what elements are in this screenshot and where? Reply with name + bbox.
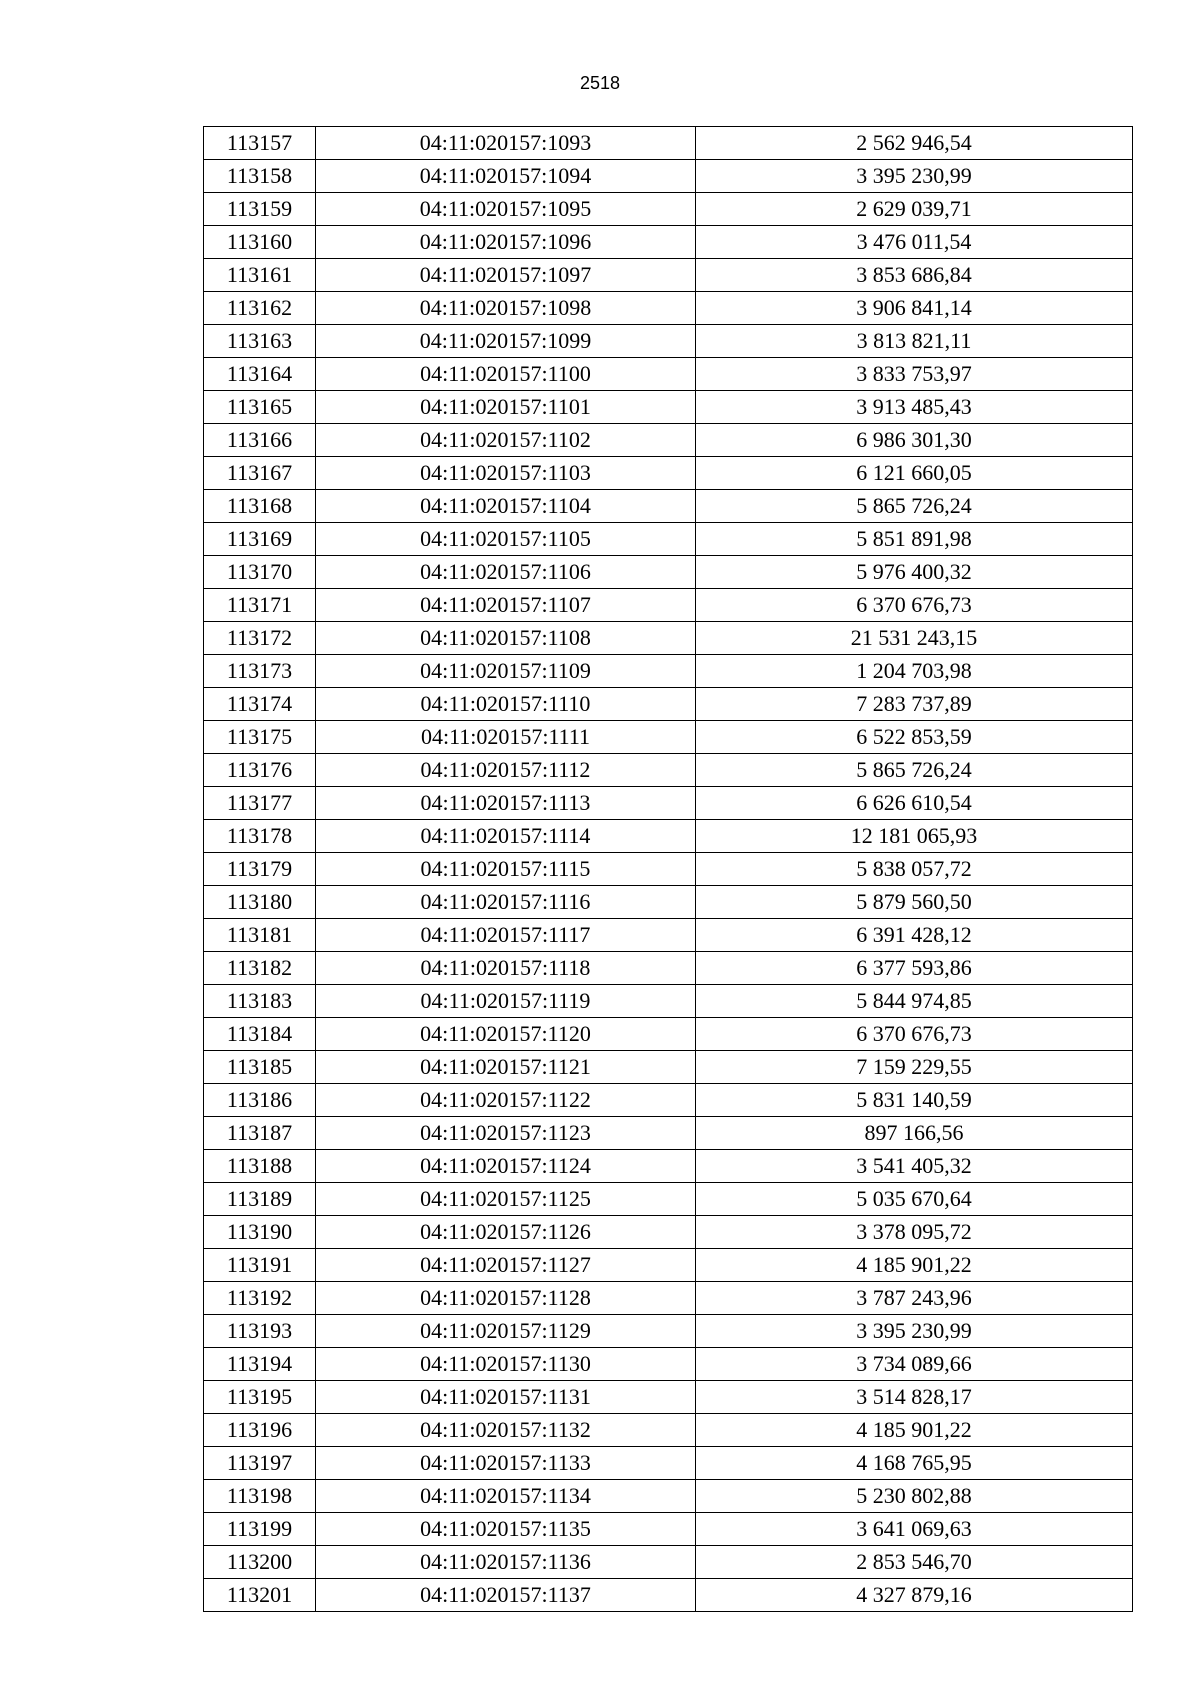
row-number-cell: 113189	[204, 1183, 316, 1216]
row-number-cell: 113186	[204, 1084, 316, 1117]
row-number-cell: 113182	[204, 952, 316, 985]
cadastral-number-cell: 04:11:020157:1134	[316, 1480, 696, 1513]
cadastral-number-cell: 04:11:020157:1103	[316, 457, 696, 490]
table-row	[204, 1216, 1133, 1249]
cadastral-number-cell: 04:11:020157:1113	[316, 787, 696, 820]
row-number-cell: 113180	[204, 886, 316, 919]
row-number-cell: 113187	[204, 1117, 316, 1150]
table-row	[204, 193, 1133, 226]
table-row	[204, 1282, 1133, 1315]
cadastral-value-cell: 3 787 243,96	[696, 1282, 1133, 1315]
cadastral-number-cell: 04:11:020157:1104	[316, 490, 696, 523]
cadastral-value-cell: 5 879 560,50	[696, 886, 1133, 919]
cadastral-value-table	[203, 126, 1133, 1612]
table-row	[204, 1348, 1133, 1381]
row-number-cell: 113174	[204, 688, 316, 721]
row-number-cell: 113197	[204, 1447, 316, 1480]
cadastral-number-cell: 04:11:020157:1123	[316, 1117, 696, 1150]
cadastral-value-cell: 3 514 828,17	[696, 1381, 1133, 1414]
row-number-cell: 113201	[204, 1579, 316, 1612]
table-row	[204, 853, 1133, 886]
table-row	[204, 655, 1133, 688]
row-number-cell: 113190	[204, 1216, 316, 1249]
cadastral-number-cell: 04:11:020157:1118	[316, 952, 696, 985]
cadastral-value-cell: 5 865 726,24	[696, 754, 1133, 787]
table-row	[204, 1084, 1133, 1117]
row-number-cell: 113175	[204, 721, 316, 754]
cadastral-value-cell: 3 913 485,43	[696, 391, 1133, 424]
cadastral-number-cell: 04:11:020157:1122	[316, 1084, 696, 1117]
table-body	[204, 127, 1133, 1612]
table-row	[204, 292, 1133, 325]
cadastral-value-cell: 21 531 243,15	[696, 622, 1133, 655]
cadastral-value-cell: 3 476 011,54	[696, 226, 1133, 259]
table-row	[204, 1381, 1133, 1414]
cadastral-number-cell: 04:11:020157:1108	[316, 622, 696, 655]
cadastral-value-cell: 3 395 230,99	[696, 160, 1133, 193]
row-number-cell: 113163	[204, 325, 316, 358]
row-number-cell: 113184	[204, 1018, 316, 1051]
cadastral-value-cell: 3 641 069,63	[696, 1513, 1133, 1546]
table-row	[204, 127, 1133, 160]
cadastral-value-cell: 5 851 891,98	[696, 523, 1133, 556]
cadastral-value-cell: 5 976 400,32	[696, 556, 1133, 589]
cadastral-number-cell: 04:11:020157:1097	[316, 259, 696, 292]
cadastral-number-cell: 04:11:020157:1115	[316, 853, 696, 886]
row-number-cell: 113191	[204, 1249, 316, 1282]
row-number-cell: 113177	[204, 787, 316, 820]
row-number-cell: 113157	[204, 127, 316, 160]
cadastral-value-cell: 6 986 301,30	[696, 424, 1133, 457]
table-row	[204, 226, 1133, 259]
row-number-cell: 113178	[204, 820, 316, 853]
table-row	[204, 1315, 1133, 1348]
cadastral-number-cell: 04:11:020157:1137	[316, 1579, 696, 1612]
cadastral-number-cell: 04:11:020157:1102	[316, 424, 696, 457]
row-number-cell: 113168	[204, 490, 316, 523]
cadastral-number-cell: 04:11:020157:1126	[316, 1216, 696, 1249]
table-row	[204, 688, 1133, 721]
row-number-cell: 113162	[204, 292, 316, 325]
cadastral-value-cell: 3 906 841,14	[696, 292, 1133, 325]
cadastral-value-cell: 3 378 095,72	[696, 1216, 1133, 1249]
cadastral-number-cell: 04:11:020157:1106	[316, 556, 696, 589]
cadastral-number-cell: 04:11:020157:1125	[316, 1183, 696, 1216]
cadastral-value-cell: 4 185 901,22	[696, 1414, 1133, 1447]
table-row	[204, 1183, 1133, 1216]
table-row	[204, 820, 1133, 853]
table-row	[204, 325, 1133, 358]
row-number-cell: 113166	[204, 424, 316, 457]
table-row	[204, 1546, 1133, 1579]
table-row	[204, 358, 1133, 391]
table-row	[204, 1018, 1133, 1051]
row-number-cell: 113161	[204, 259, 316, 292]
cadastral-number-cell: 04:11:020157:1136	[316, 1546, 696, 1579]
table-row	[204, 259, 1133, 292]
cadastral-value-cell: 2 853 546,70	[696, 1546, 1133, 1579]
row-number-cell: 113164	[204, 358, 316, 391]
table-row	[204, 919, 1133, 952]
row-number-cell: 113160	[204, 226, 316, 259]
cadastral-value-cell: 5 035 670,64	[696, 1183, 1133, 1216]
cadastral-value-cell: 3 734 089,66	[696, 1348, 1133, 1381]
table-row	[204, 985, 1133, 1018]
table-row	[204, 1447, 1133, 1480]
cadastral-number-cell: 04:11:020157:1101	[316, 391, 696, 424]
cadastral-number-cell: 04:11:020157:1100	[316, 358, 696, 391]
cadastral-number-cell: 04:11:020157:1119	[316, 985, 696, 1018]
cadastral-number-cell: 04:11:020157:1096	[316, 226, 696, 259]
table-row	[204, 424, 1133, 457]
table-row	[204, 457, 1133, 490]
row-number-cell: 113185	[204, 1051, 316, 1084]
table-row	[204, 523, 1133, 556]
cadastral-value-cell: 2 562 946,54	[696, 127, 1133, 160]
cadastral-number-cell: 04:11:020157:1114	[316, 820, 696, 853]
cadastral-number-cell: 04:11:020157:1095	[316, 193, 696, 226]
cadastral-number-cell: 04:11:020157:1099	[316, 325, 696, 358]
cadastral-value-cell: 3 813 821,11	[696, 325, 1133, 358]
row-number-cell: 113181	[204, 919, 316, 952]
table-row	[204, 721, 1133, 754]
cadastral-number-cell: 04:11:020157:1093	[316, 127, 696, 160]
cadastral-number-cell: 04:11:020157:1131	[316, 1381, 696, 1414]
table-row	[204, 1117, 1133, 1150]
row-number-cell: 113170	[204, 556, 316, 589]
page-number: 2518	[579, 73, 621, 93]
row-number-cell: 113159	[204, 193, 316, 226]
cadastral-value-cell: 4 185 901,22	[696, 1249, 1133, 1282]
cadastral-number-cell: 04:11:020157:1107	[316, 589, 696, 622]
cadastral-number-cell: 04:11:020157:1094	[316, 160, 696, 193]
cadastral-number-cell: 04:11:020157:1112	[316, 754, 696, 787]
table-row	[204, 754, 1133, 787]
table-row	[204, 160, 1133, 193]
row-number-cell: 113171	[204, 589, 316, 622]
cadastral-number-cell: 04:11:020157:1116	[316, 886, 696, 919]
row-number-cell: 113196	[204, 1414, 316, 1447]
cadastral-number-cell: 04:11:020157:1120	[316, 1018, 696, 1051]
table-row	[204, 1579, 1133, 1612]
cadastral-value-cell: 7 159 229,55	[696, 1051, 1133, 1084]
row-number-cell: 113158	[204, 160, 316, 193]
table-row	[204, 952, 1133, 985]
table-row	[204, 1051, 1133, 1084]
cadastral-value-cell: 12 181 065,93	[696, 820, 1133, 853]
cadastral-number-cell: 04:11:020157:1127	[316, 1249, 696, 1282]
cadastral-value-cell: 3 833 753,97	[696, 358, 1133, 391]
row-number-cell: 113179	[204, 853, 316, 886]
row-number-cell: 113198	[204, 1480, 316, 1513]
cadastral-number-cell: 04:11:020157:1109	[316, 655, 696, 688]
row-number-cell: 113173	[204, 655, 316, 688]
cadastral-value-cell: 6 370 676,73	[696, 1018, 1133, 1051]
row-number-cell: 113167	[204, 457, 316, 490]
cadastral-value-cell: 5 230 802,88	[696, 1480, 1133, 1513]
row-number-cell: 113194	[204, 1348, 316, 1381]
table-row	[204, 1480, 1133, 1513]
cadastral-value-cell: 6 391 428,12	[696, 919, 1133, 952]
cadastral-value-cell: 3 395 230,99	[696, 1315, 1133, 1348]
table-row	[204, 1414, 1133, 1447]
row-number-cell: 113183	[204, 985, 316, 1018]
cadastral-value-cell: 4 168 765,95	[696, 1447, 1133, 1480]
cadastral-value-cell: 3 541 405,32	[696, 1150, 1133, 1183]
cadastral-value-cell: 6 377 593,86	[696, 952, 1133, 985]
cadastral-number-cell: 04:11:020157:1133	[316, 1447, 696, 1480]
cadastral-value-cell: 6 522 853,59	[696, 721, 1133, 754]
cadastral-value-cell: 7 283 737,89	[696, 688, 1133, 721]
cadastral-number-cell: 04:11:020157:1121	[316, 1051, 696, 1084]
cadastral-number-cell: 04:11:020157:1117	[316, 919, 696, 952]
row-number-cell: 113176	[204, 754, 316, 787]
table-row	[204, 1249, 1133, 1282]
cadastral-value-cell: 1 204 703,98	[696, 655, 1133, 688]
table-row	[204, 490, 1133, 523]
cadastral-value-cell: 5 831 140,59	[696, 1084, 1133, 1117]
cadastral-value-cell: 2 629 039,71	[696, 193, 1133, 226]
row-number-cell: 113200	[204, 1546, 316, 1579]
table-row	[204, 622, 1133, 655]
row-number-cell: 113195	[204, 1381, 316, 1414]
cadastral-number-cell: 04:11:020157:1128	[316, 1282, 696, 1315]
row-number-cell: 113188	[204, 1150, 316, 1183]
cadastral-number-cell: 04:11:020157:1110	[316, 688, 696, 721]
cadastral-number-cell: 04:11:020157:1111	[316, 721, 696, 754]
row-number-cell: 113193	[204, 1315, 316, 1348]
cadastral-value-cell: 6 121 660,05	[696, 457, 1133, 490]
table-row	[204, 589, 1133, 622]
cadastral-value-cell: 6 626 610,54	[696, 787, 1133, 820]
table-row	[204, 556, 1133, 589]
cadastral-value-cell: 4 327 879,16	[696, 1579, 1133, 1612]
table-row	[204, 1150, 1133, 1183]
row-number-cell: 113172	[204, 622, 316, 655]
cadastral-value-cell: 5 844 974,85	[696, 985, 1133, 1018]
cadastral-number-cell: 04:11:020157:1135	[316, 1513, 696, 1546]
row-number-cell: 113199	[204, 1513, 316, 1546]
cadastral-number-cell: 04:11:020157:1130	[316, 1348, 696, 1381]
table-row	[204, 787, 1133, 820]
cadastral-number-cell: 04:11:020157:1124	[316, 1150, 696, 1183]
table-row	[204, 391, 1133, 424]
cadastral-value-cell: 5 865 726,24	[696, 490, 1133, 523]
cadastral-value-cell: 6 370 676,73	[696, 589, 1133, 622]
cadastral-value-cell: 3 853 686,84	[696, 259, 1133, 292]
cadastral-number-cell: 04:11:020157:1105	[316, 523, 696, 556]
row-number-cell: 113169	[204, 523, 316, 556]
cadastral-value-cell: 897 166,56	[696, 1117, 1133, 1150]
table-row	[204, 1513, 1133, 1546]
row-number-cell: 113192	[204, 1282, 316, 1315]
cadastral-value-cell: 5 838 057,72	[696, 853, 1133, 886]
table-row	[204, 886, 1133, 919]
cadastral-number-cell: 04:11:020157:1129	[316, 1315, 696, 1348]
cadastral-number-cell: 04:11:020157:1132	[316, 1414, 696, 1447]
cadastral-number-cell: 04:11:020157:1098	[316, 292, 696, 325]
row-number-cell: 113165	[204, 391, 316, 424]
